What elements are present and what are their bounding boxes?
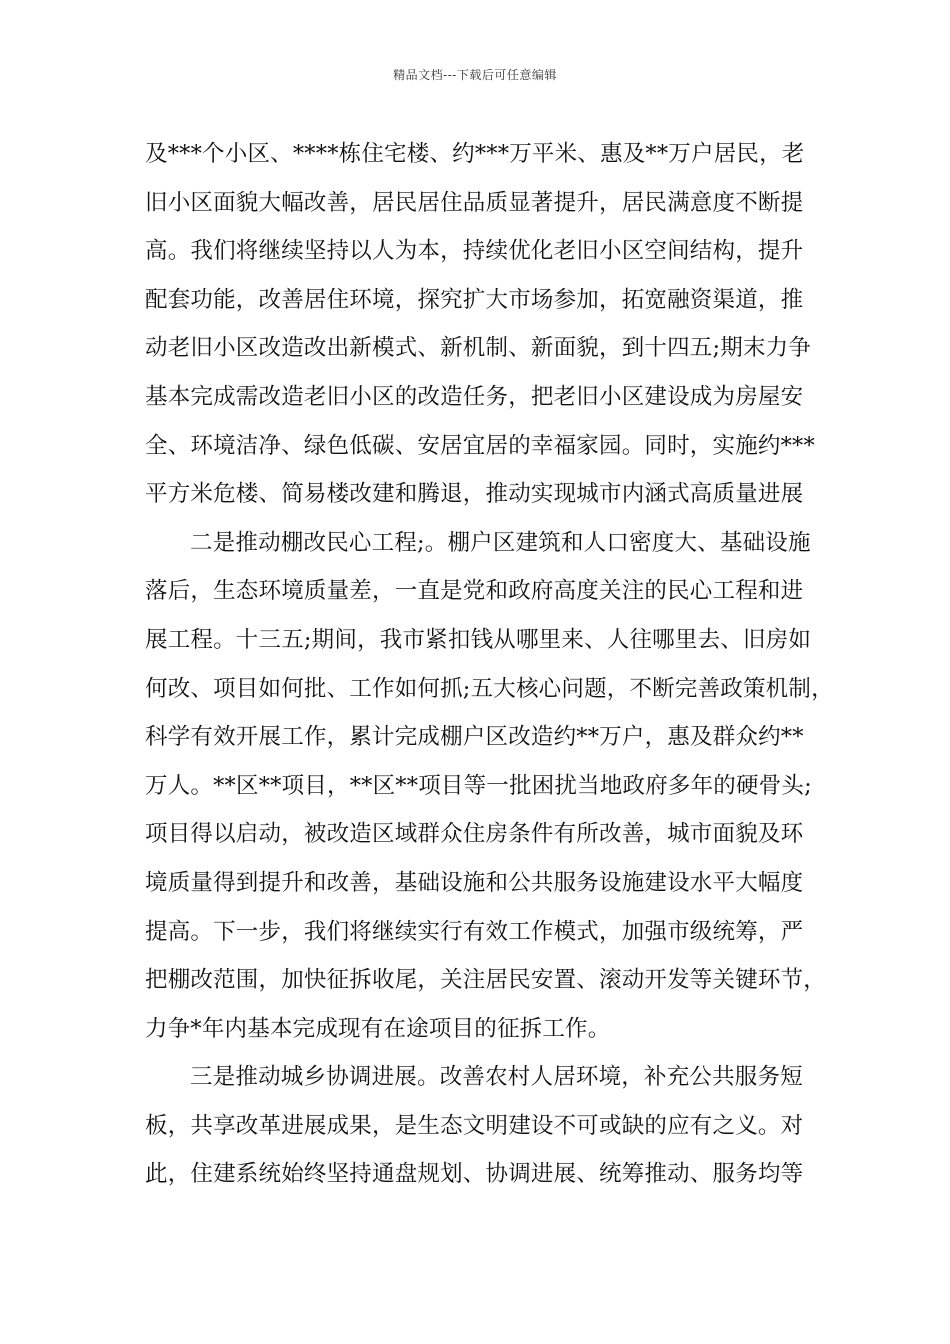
text-line: 板，共享改革进展成果，是生态文明建设不可或缺的应有之义。对 <box>145 1112 804 1139</box>
paragraph-1 <box>145 130 815 519</box>
text-line: 何改、项目如何批、工作如何抓;五大核心问题，不断完善政策机制， <box>145 675 834 702</box>
text-line: 科学有效开展工作，累计完成棚户区改造约**万户，惠及群众约** <box>145 724 804 751</box>
text-line: 基本完成需改造老旧小区的改造任务，把老旧小区建设成为房屋安 <box>145 383 804 410</box>
text-line: 三是推动城乡协调进展。改善农村人居环境，补充公共服务短 <box>190 1064 803 1091</box>
text-line: 二是推动棚改民心工程;。棚户区建筑和人口密度大、基础设施 <box>190 529 811 556</box>
text-line: 力争*年内基本完成现有在途项目的征拆工作。 <box>145 1015 611 1042</box>
text-line: 境质量得到提升和改善，基础设施和公共服务设施建设水平大幅度 <box>145 869 804 896</box>
text-line: 平方米危楼、简易楼改建和腾退，推动实现城市内涵式高质量进展 <box>145 481 804 508</box>
document-body <box>145 130 834 1199</box>
text-line: 万人。**区**项目，**区**项目等一批困扰当地政府多年的硬骨头; <box>145 772 812 799</box>
text-line: 把棚改范围，加快征拆收尾，关注居民安置、滚动开发等关键环节， <box>145 967 827 994</box>
text-line: 旧小区面貌大幅改善，居民居住品质显著提升，居民满意度不断提 <box>145 189 804 216</box>
text-line: 项目得以启动，被改造区域群众住房条件有所改善，城市面貌及环 <box>145 821 804 848</box>
text-line: 提高。下一步，我们将继续实行有效工作模式，加强市级统筹，严 <box>145 918 804 945</box>
paragraph-2 <box>145 519 834 1054</box>
text-line: 展工程。十三五;期间，我市紧扣钱从哪里来、人往哪里去、旧房如 <box>145 626 812 653</box>
text-line: 高。我们将继续坚持以人为本，持续优化老旧小区空间结构，提升 <box>145 238 804 265</box>
text-line: 配套功能，改善居住环境，探究扩大市场参加，拓宽融资渠道，推 <box>145 286 804 313</box>
text-line: 此，住建系统始终坚持通盘规划、协调进展、统筹推动、服务均等 <box>145 1161 804 1188</box>
text-line: 及***个小区、****栋住宅楼、约***万平米、惠及**万户居民，老 <box>145 141 805 167</box>
page-header: 精品文档---下载后可任意编辑 <box>393 68 557 82</box>
text-line: 动老旧小区改造改出新模式、新机制、新面貌，到十四五;期末力争 <box>145 335 812 362</box>
text-line: 落后，生态环境质量差，一直是党和政府高度关注的民心工程和进 <box>145 578 804 605</box>
text-line: 全、环境洁净、绿色低碳、安居宜居的幸福家园。同时，实施约*** <box>145 432 815 459</box>
paragraph-3 <box>145 1053 815 1199</box>
